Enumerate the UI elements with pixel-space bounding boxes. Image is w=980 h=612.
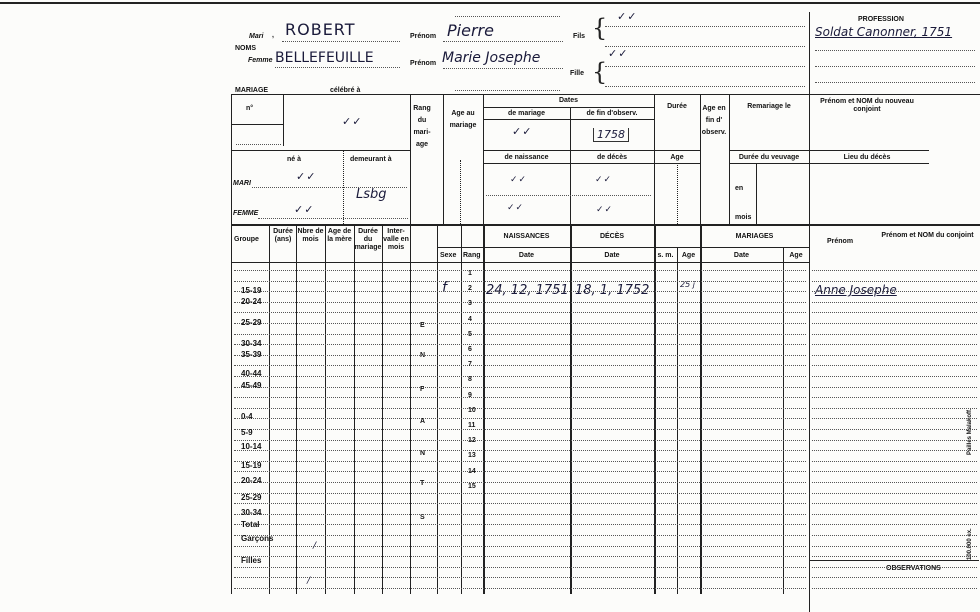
hdr-rang: Rang xyxy=(463,252,481,259)
child-sexe: f xyxy=(442,280,447,296)
tick-mark: / xyxy=(313,541,317,551)
enfants-letter: S xyxy=(420,514,425,521)
table-row xyxy=(234,535,806,536)
fin-obs-label: de fin d'observ. xyxy=(586,110,638,117)
profession-label: PROFESSION xyxy=(858,16,904,23)
table-row xyxy=(234,365,806,366)
rank-number: 11 xyxy=(468,422,476,429)
table-row xyxy=(812,344,977,345)
fille-label: Fille xyxy=(570,70,585,77)
prenom-femme-label: Prénom xyxy=(410,60,437,67)
table-row xyxy=(234,312,806,313)
group-label: 40-44 xyxy=(241,369,262,378)
hdr-deces: DÉCÈS xyxy=(599,233,625,240)
table-row xyxy=(812,524,977,525)
hdr-deces-date: Date xyxy=(604,252,620,259)
rank-number: 12 xyxy=(468,437,476,444)
table-row xyxy=(234,387,806,388)
table-row xyxy=(812,376,977,377)
group-label: Garçons xyxy=(241,534,274,543)
lieu-deces-label: Lieu du décès xyxy=(843,154,891,161)
table-row xyxy=(812,302,977,303)
no-label: n° xyxy=(246,105,254,112)
mari-row-label: MARI xyxy=(233,180,251,187)
profession-value: Soldat Canonner, 1751 xyxy=(815,25,953,39)
table-row xyxy=(234,503,806,504)
table-row xyxy=(812,556,977,557)
remariage-label: Remariage le xyxy=(747,103,791,110)
hdr-naissances: NAISSANCES xyxy=(503,233,550,240)
group-label: 5-9 xyxy=(241,428,253,437)
mariage-label: MARIAGE xyxy=(235,87,269,94)
table-row xyxy=(812,567,977,568)
mois-label: mois xyxy=(735,214,752,221)
group-label: 10-14 xyxy=(241,442,262,451)
mari-prenom: Pierre xyxy=(447,21,494,40)
table-row xyxy=(812,588,977,589)
rank-number: 5 xyxy=(468,331,472,338)
age-label: Age xyxy=(670,154,684,161)
table-row xyxy=(234,418,806,419)
femme-label: Femme xyxy=(248,57,273,64)
table-row xyxy=(812,323,977,324)
rank-number: 6 xyxy=(468,346,472,353)
rank-number: 4 xyxy=(468,316,472,323)
rank-number: 10 xyxy=(468,407,476,414)
celebre-value: ✓✓ xyxy=(342,115,363,128)
mari-ne-value: ✓✓ xyxy=(296,170,317,183)
table-row xyxy=(234,344,806,345)
rank-number: 9 xyxy=(468,392,472,399)
femme-ne-value: ✓✓ xyxy=(294,203,315,216)
enfants-letter: A xyxy=(420,418,426,425)
group-label: 20-24 xyxy=(241,297,262,306)
de-deces-label: de décès xyxy=(597,154,627,161)
dates-label: Dates xyxy=(558,97,579,104)
enfants-letter: T xyxy=(420,480,425,487)
table-row xyxy=(234,302,806,303)
table-row xyxy=(234,556,806,557)
duree-label: Durée xyxy=(667,103,687,110)
nouveau-conjoint-label: Prénom et NOM du nouveau conjoint xyxy=(820,98,914,113)
enfants-letter: N xyxy=(420,450,426,457)
hdr-sexe: Sexe xyxy=(440,252,457,259)
rank-number: 3 xyxy=(468,300,472,307)
femme-prenom: Marie Josephe xyxy=(442,50,541,66)
rank-number: 8 xyxy=(468,376,472,383)
mari-nom: ROBERT xyxy=(285,20,356,39)
rank-number: 7 xyxy=(468,361,472,368)
fils-mark: ✓✓ xyxy=(617,10,638,23)
table-row xyxy=(812,418,977,419)
hdr-mariages-date: Date xyxy=(733,252,750,259)
group-label: 30-34 xyxy=(241,339,262,348)
table-row xyxy=(812,546,977,547)
naissance-femme-value: ✓✓ xyxy=(507,203,525,213)
table-row xyxy=(812,355,977,356)
hdr-age-mere: Age de la mère xyxy=(327,228,352,243)
table-row xyxy=(812,397,977,398)
group-label: 20-24 xyxy=(241,476,262,485)
table-row xyxy=(812,503,977,504)
table-row xyxy=(812,291,977,292)
table-row xyxy=(234,429,806,430)
table-row xyxy=(234,493,806,494)
rank-number: 15 xyxy=(468,483,476,490)
table-row xyxy=(812,577,977,578)
top-rule xyxy=(0,2,980,4)
rank-number: 14 xyxy=(468,468,476,475)
rang-mariage-label: Rang du mari- age xyxy=(413,105,431,148)
child-prenom: Anne Josephe xyxy=(815,283,897,297)
naissance-mari-value: ✓✓ xyxy=(510,175,528,185)
table-row xyxy=(234,323,806,324)
table-row xyxy=(812,312,977,313)
fille-mark: ✓✓ xyxy=(608,47,629,60)
child-age: 25 j xyxy=(680,280,695,289)
enfants-letter: E xyxy=(420,322,425,329)
group-label: 30-34 xyxy=(241,508,262,517)
femme-row-label: FEMME xyxy=(233,210,259,217)
table-row xyxy=(234,567,806,568)
de-naissance-label: de naissance xyxy=(504,154,549,161)
group-label: 15-19 xyxy=(241,461,262,470)
child-naissance: 24, 12, 1751 xyxy=(486,283,569,298)
femme-nom: BELLEFEUILLE xyxy=(275,50,374,66)
table-row xyxy=(234,577,806,578)
table-row xyxy=(812,334,977,335)
hdr-duree-ans: Durée (ans) xyxy=(273,228,293,243)
table-row xyxy=(812,514,977,515)
rank-number: 13 xyxy=(468,452,476,459)
table-row xyxy=(234,524,806,525)
table-row xyxy=(812,450,977,451)
group-label: 0-4 xyxy=(241,412,253,421)
hdr-prenom-nom-conjoint: Prénom et NOM du conjoint xyxy=(881,232,974,239)
hdr-groupe: Groupe xyxy=(234,236,259,243)
table-row xyxy=(812,408,977,409)
table-row xyxy=(234,270,806,271)
group-label: 45-49 xyxy=(241,381,262,390)
printer-note: Pailles Malakoff. xyxy=(967,408,973,455)
table-row xyxy=(812,270,977,271)
hdr-naissances-date: Date xyxy=(518,252,535,259)
table-row xyxy=(812,482,977,483)
mari-label: Mari xyxy=(249,33,264,40)
en-label: en xyxy=(735,185,744,192)
table-row xyxy=(234,461,806,462)
noms-label: NOMS xyxy=(235,45,256,52)
demeurant-value: Lsbg xyxy=(356,187,387,202)
table-row xyxy=(234,291,806,292)
rank-number: 1 xyxy=(468,270,472,277)
group-label: Total xyxy=(241,520,260,529)
copies-note: 100.000 ex. xyxy=(967,528,973,560)
table-row xyxy=(812,281,977,282)
table-row xyxy=(234,440,806,441)
table-row xyxy=(812,365,977,366)
table-row xyxy=(812,535,977,536)
table-row xyxy=(234,514,806,515)
observations-label: OBSERVATIONS xyxy=(886,565,941,572)
age-mariage-label: Age au mariage xyxy=(449,110,477,129)
group-label: 35-39 xyxy=(241,350,262,359)
fils-label: Fils xyxy=(573,33,586,40)
age-fin-label: Age en fin d' observ. xyxy=(701,105,727,136)
hdr-mariages-age: Age xyxy=(789,252,803,259)
table-row xyxy=(812,429,977,430)
hdr-mariages: MARIAGES xyxy=(735,233,774,240)
enfants-letter: F xyxy=(420,386,425,393)
group-label: 15-19 xyxy=(241,286,262,295)
table-row xyxy=(234,482,806,483)
hdr-sm: s. m. xyxy=(657,252,674,259)
celebre-label: célébré à xyxy=(330,87,361,94)
table-row xyxy=(234,408,806,409)
date-mariage-value: ✓✓ xyxy=(512,125,533,138)
enfants-letter: N xyxy=(420,352,426,359)
table-row xyxy=(812,387,977,388)
hdr-age: Age xyxy=(681,252,696,259)
table-row xyxy=(234,397,806,398)
hdr-duree-mariage: Durée du mariage xyxy=(354,228,382,251)
table-row xyxy=(234,450,806,451)
deces-femme-value: ✓✓ xyxy=(596,205,614,215)
table-row xyxy=(812,471,977,472)
deces-mari-value: ✓✓ xyxy=(595,175,613,185)
duree-veuvage-label: Durée du veuvage xyxy=(738,154,800,161)
table-row xyxy=(234,588,806,589)
hdr-intervalle: Inter- valle en mois xyxy=(383,228,409,251)
demeurant-label: demeurant à xyxy=(350,156,392,163)
de-mariage-label: de mariage xyxy=(508,110,545,117)
hdr-prenom: Prénom xyxy=(827,238,854,245)
table-row xyxy=(234,471,806,472)
rank-number: 2 xyxy=(468,285,472,292)
tick-mark: / xyxy=(307,576,311,586)
group-label: 25-29 xyxy=(241,318,262,327)
fin-obs-value: 1758 xyxy=(593,128,629,142)
table-row xyxy=(234,334,806,335)
hdr-nbre-mois: Nbre de mois xyxy=(297,228,324,243)
group-label: 25-29 xyxy=(241,493,262,502)
table-row xyxy=(812,461,977,462)
group-label: Filles xyxy=(241,556,262,565)
table-row xyxy=(812,440,977,441)
prenom-mari-label: Prénom xyxy=(410,33,437,40)
ne-label: né à xyxy=(287,156,302,163)
child-deces: 18, 1, 1752 xyxy=(575,283,650,298)
table-row xyxy=(812,493,977,494)
table-row xyxy=(234,355,806,356)
table-row xyxy=(234,546,806,547)
table-row xyxy=(234,376,806,377)
table-row xyxy=(234,281,806,282)
